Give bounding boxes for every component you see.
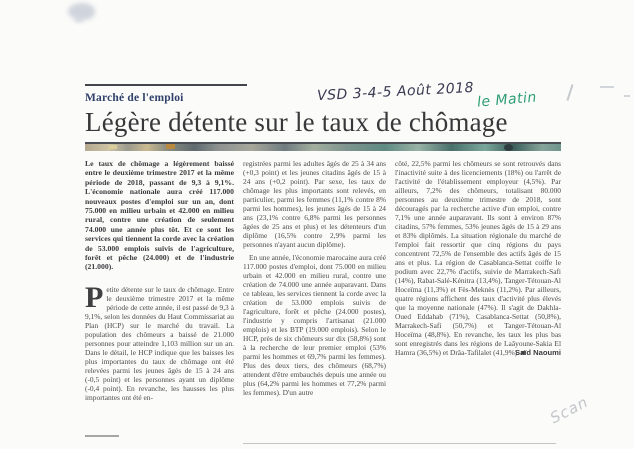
handwritten-source-annotation: le Matin	[476, 89, 538, 111]
section-kicker: Marché de l'emploi	[85, 92, 184, 104]
section-rule	[85, 84, 247, 86]
photo-strip-detail	[166, 144, 175, 149]
article-column-1	[85, 159, 234, 402]
photo-strip-detail	[109, 145, 117, 149]
article-columns	[85, 159, 561, 402]
article-byline: Saïd Naoumi	[515, 348, 561, 357]
article-bottom-rule	[243, 443, 556, 444]
body-paragraph: registrées parmi les adultes âgés de 25 à 34 ans (+0,3 point) et les jeunes citadins âgés de 15 à 24 ans (+0,2 point). Par sexe, les taux de chômage les plus importants sont relevés, en particulier, parmi les femmes (11,1% contre 8% parmi les hommes), les jeunes âgés de 15 à 24 ans (23,1% contre 6,8% parmi les personnes âgées de 25 ans et plus) et les détenteurs d'un diplôme (16,5% contre 2,9% parmi les personnes n'ayant aucun diplôme).	[243, 159, 386, 249]
body-paragraph: côté, 22,5% parmi les chômeurs se sont retrouvés dans l'inactivité suite à des licenciements (18%) ou l'arrêt de l'activité de l'établissement employeur (4,5%). Par ailleurs, 7,2% des chômeurs, totalisant 80.000 personnes au deuxième trimestre de 2018, sont découragés par la recherche active d'un emploi, contre 7,1% une année auparavant. Ils sont à environ 87% citadins, 57% femmes, 53% jeunes âgés de 15 à 29 ans et 83% diplômés. La situation régionale du marché de l'emploi fait ressortir que cinq régions du pays concentrent 72,5% de l'ensemble des actifs âgés de 15 ans et plus. La région de Casablanca-Settat coiffe le podium avec 22,7% d'actifs, suivie de Marrakech-Safi (14%), Rabat-Salé-Kénitra (13,4%), Tanger-Tétouan-Al Hoceïma (11,3%) et Fès-Meknès (11,2%). Par ailleurs, quatre régions affichent des taux d'activité plus élevés que la moyenne nationale (47%). Il s'agit de Dakhla-Oued Eddahab (71%), Casablanca-Settat (50,8%), Marrakech-Safi (50,7%) et Tanger-Tétouan-Al Hoceïma (48,8%). En revanche, les taux les plus bas sont enregistrés dans les régions de Laâyoune-Sakia El Hamra (36,5%) et Drâa-Tafilalet (41,9%). ■	[395, 159, 561, 357]
scan-artifact-dash	[600, 86, 614, 88]
header-photo-strip	[85, 142, 561, 151]
pencil-note: Scan	[547, 392, 592, 428]
body-text: etite détente sur le taux de chômage. Entre le deuxième trimestre 2017 et la même période de cette année, il est passé de 9,3 à 9,1%, selon les données du Haut Commissariat au Plan (HCP) sur le marché du travail. La population des chômeurs a baissé de 21.000 personnes pour atteindre 1,103 million sur un an. Dans le détail, le HCP indique que les baisses les plus importantes du taux de chômage ont été relevées parmi les jeunes âgés de 15 à 24 ans (-0,5 point) et les personnes ayant un diplôme (-0,4 point). En revanche, les hausses les plus importantes ont été en-	[85, 284, 234, 402]
newspaper-article	[85, 84, 561, 402]
article-column-2	[243, 159, 386, 402]
photo-strip-detail	[504, 144, 513, 151]
article-headline: Légère détente sur le taux de chômage	[85, 107, 508, 137]
drop-cap: P	[85, 280, 104, 314]
column-bottom-rule	[85, 435, 119, 437]
scan-artifact-dash	[624, 95, 630, 97]
scanner-smudge-tail	[74, 18, 84, 23]
article-column-3	[395, 159, 561, 402]
body-paragraph	[85, 280, 234, 402]
body-paragraph: En une année, l'économie marocaine aura créé 117.000 postes d'emploi, dont 75.000 en milieu urbain et 42.000 en milieu rural, contre une création de 74.000 une année auparavant. Dans ce tableau, les services tiennent la corde avec la création de 53.000 emplois suivis de l'agriculture, forêt et pêche (24.000 postes), l'industrie y compris l'artisanat (21.000 emplois) et les BTP (19.000 emplois). Selon le HCP, près de six chômeurs sur dix (58,8%) sont à la recherche de leur premier emploi (53% parmi les hommes et 69,7% parmi les femmes). Plus des deux tiers, des chômeurs (68,7%) attendent d'être embauchés depuis une année ou plus (64,2% parmi les hommes et 77,2% parmi les femmes). D'un autre	[243, 253, 386, 397]
handwritten-date-annotation: VSD 3-4-5 Août 2018	[316, 79, 475, 105]
pen-slash-mark	[566, 84, 573, 101]
lead-paragraph: Le taux de chômage a légèrement baissé entre le deuxième trimestre 2017 et la même période de 2018, passant de 9,3 à 9,1%. L'économie nationale aura créé 117.000 nouveaux postes d'emploi sur un an, dont 75.000 en milieu urbain et 42.000 en milieu rural, contre une création de seulement 74.000 une année plus tôt. Et ce sont les services qui tiennent la corde avec la création de 53.000 emplois suivis de l'agriculture, forêt et pêche (24.000) et de l'industrie (21.000).	[85, 159, 234, 272]
